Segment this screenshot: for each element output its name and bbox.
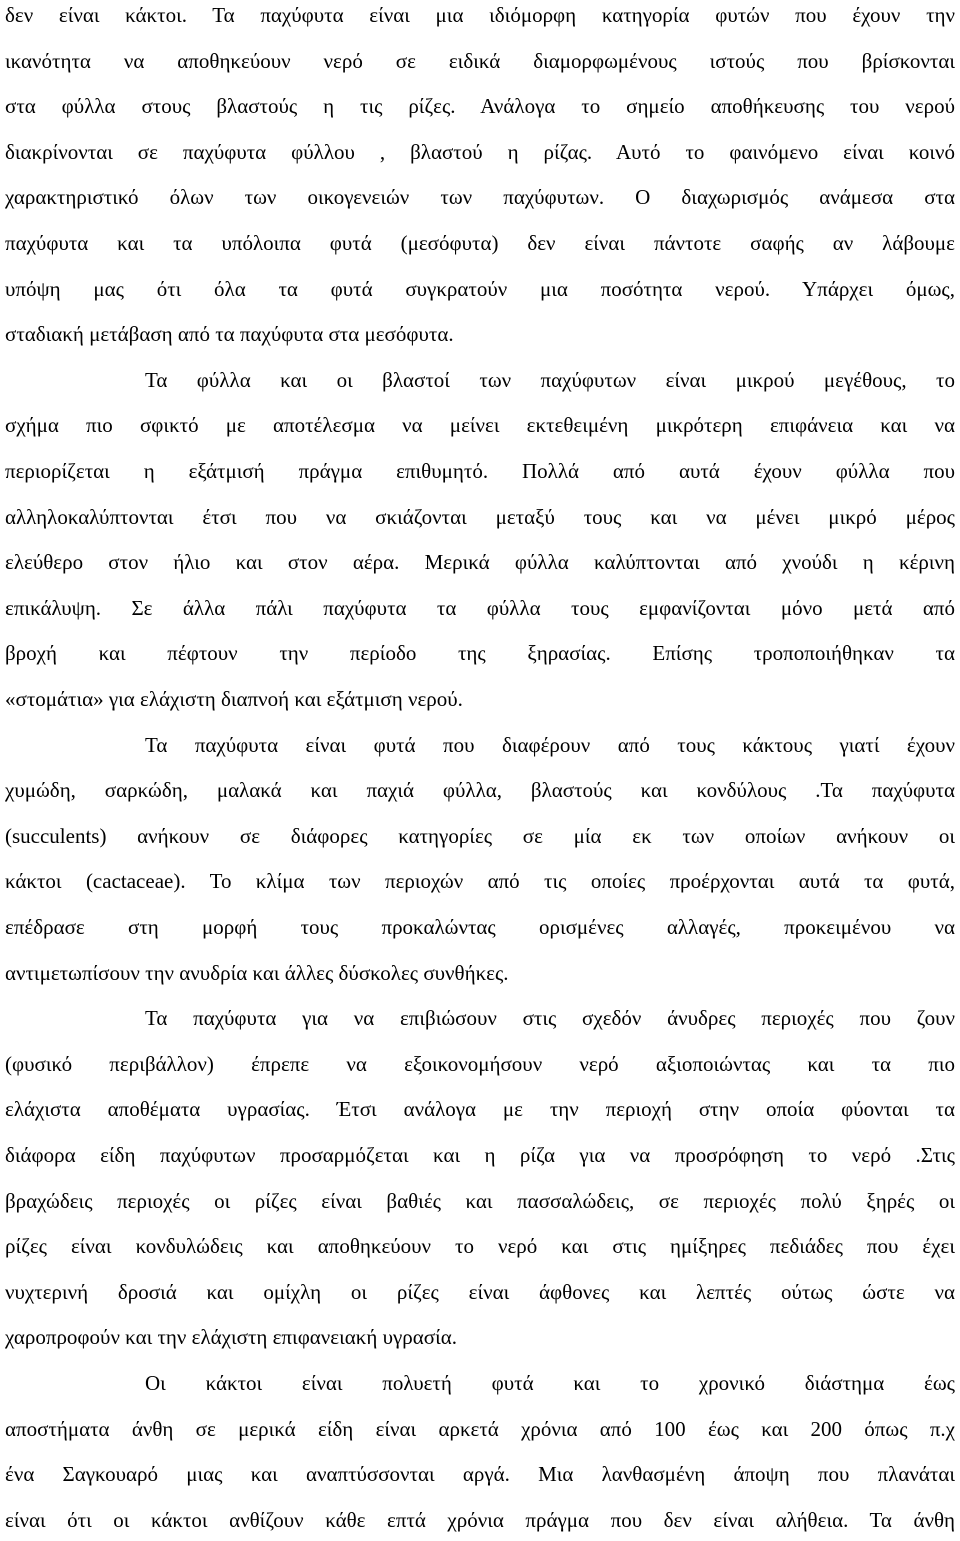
text-line: ικανότητα να αποθηκεύουν νερό σε ειδικά διαμορφωμένους ιστούς που βρίσκονται: [5, 48, 955, 73]
text-line: επικάλυψη. Σε άλλα πάλι παχύφυτα τα φύλλα τους εμφανίζονται μόνο μετά από: [5, 595, 955, 620]
text-line: στα φύλλα στους βλαστούς η τις ρίζες. Ανάλογα το σημείο αποθήκευσης του νερού: [5, 94, 955, 119]
text-line: νυχτερινή δροσιά και ομίχλη οι ρίζες είναι άφθονες και λεπτές ούτως ώστε να: [5, 1279, 955, 1304]
text-line: Τα παχύφυτα για να επιβιώσουν στις σχεδόν άνυδρες περιοχές που ζουν: [145, 1006, 955, 1031]
text-line: χυμώδη, σαρκώδη, μαλακά και παχιά φύλλα, βλαστούς και κονδύλους .Τα παχύφυτα: [5, 778, 955, 803]
text-line: «στομάτια» για ελάχιστη διαπνοή και εξάτμιση νερού.: [5, 687, 463, 711]
text-line: αντιμετωπίσουν την ανυδρία και άλλες δύσκολες συνθήκες.: [5, 960, 509, 985]
text-line: περιορίζεται η εξάτμισή πράγμα επιθυμητό. Πολλά από αυτά έχουν φύλλα που: [5, 459, 955, 483]
text-line: χαροπροφούν και την ελάχιστη επιφανειακή υγρασία.: [5, 1325, 457, 1350]
text-line: αλληλοκαλύπτονται έτσι που να σκιάζονται μεταξύ τους και να μένει μικρό μέρος: [5, 504, 955, 529]
text-line: σταδιακή μετάβαση από τα παχύφυτα στα μεσόφυτα.: [5, 322, 454, 347]
text-line: χαρακτηριστικό όλων των οικογενειών των παχύφυτων. Ο διαχωρισμός ανάμεσα στα: [5, 185, 955, 210]
text-line: ελεύθερο στον ήλιο και στον αέρα. Μερικά φύλλα καλύπτονται από χνούδι η κέρινη: [5, 550, 955, 575]
text-line: επέδρασε στη μορφή τους προκαλώντας ορισμένες αλλαγές, προκειμένου να: [5, 915, 955, 939]
text-line: (succulents) ανήκουν σε διάφορες κατηγορίες σε μία εκ των οποίων ανήκουν οι: [5, 823, 955, 848]
text-line: αποστήματα άνθη σε μερικά είδη είναι αρκετά χρόνια από 100 έως και 200 όπως π.χ: [5, 1416, 955, 1441]
text-line: δεν είναι κάκτοι. Τα παχύφυτα είναι μια ιδιόμορφη κατηγορία φυτών που έχουν την: [5, 3, 955, 27]
text-line: ένα Σαγκουαρό μιας και αναπτύσσονται αργά. Μια λανθασμένη άποψη που πλανάται: [5, 1462, 955, 1487]
text-line: διακρίνονται σε παχύφυτα φύλλου , βλαστού η ρίζας. Αυτό το φαινόμενο είναι κοινό: [5, 139, 955, 164]
text-line: βραχώδεις περιοχές οι ρίζες είναι βαθιές και πασσαλώδεις, σε περιοχές πολύ ξηρές οι: [5, 1188, 955, 1213]
text-line: Τα παχύφυτα είναι φυτά που διαφέρουν από τους κάκτους γιατί έχουν: [145, 732, 955, 757]
text-line: είναι ότι οι κάκτοι ανθίζουν κάθε επτά χρόνια πράγμα που δεν είναι αλήθεια. Τα άνθη: [5, 1507, 955, 1532]
text-line: κάκτοι (cactaceae). Το κλίμα των περιοχών από τις οποίες προέρχονται αυτά τα φυτά,: [5, 869, 955, 894]
text-line: σχήμα πιο σφικτό με αποτέλεσμα να μείνει εκτεθειμένη μικρότερη επιφάνεια και να: [5, 413, 955, 438]
text-line: Τα φύλλα και οι βλαστοί των παχύφυτων είναι μικρού μεγέθους, το: [145, 367, 955, 392]
text-line: (φυσικό περιβάλλον) έπρεπε να εξοικονομήσουν νερό αξιοποιώντας και τα πιο: [5, 1051, 955, 1076]
text-line: ρίζες είναι κονδυλώδεις και αποθηκεύουν το νερό και στις ημίξηρες πεδιάδες που έχει: [5, 1234, 955, 1259]
text-line: διάφορα είδη παχύφυτων προσαρμόζεται και η ρίζα για να προσρόφηση το νερό .Στις: [5, 1143, 955, 1167]
text-line: παχύφυτα και τα υπόλοιπα φυτά (μεσόφυτα) δεν είναι πάντοτε σαφής αν λάβουμε: [5, 231, 955, 255]
text-line: Οι κάκτοι είναι πολυετή φυτά και το χρονικό διάστημα έως: [145, 1371, 955, 1395]
text-line: υπόψη μας ότι όλα τα φυτά συγκρατούν μια ποσότητα νερού. Υπάρχει όμως,: [5, 276, 955, 301]
text-line: βροχή και πέφτουν την περίοδο της ξηρασίας. Επίσης τροποποιήθηκαν τα: [5, 641, 955, 666]
text-line: ελάχιστα αποθέματα υγρασίας. Έτσι ανάλογα με την περιοχή στην οποία φύονται τα: [5, 1097, 955, 1122]
